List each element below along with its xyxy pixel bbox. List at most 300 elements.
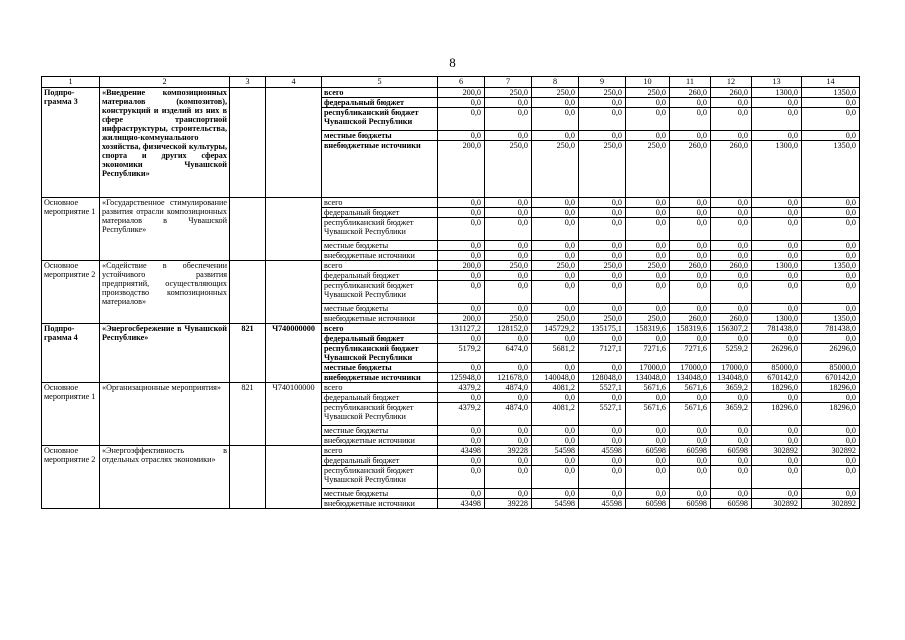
amount-cell: 200,0 [438, 141, 485, 198]
amount-cell: 0,0 [626, 271, 670, 281]
amount-cell: 0,0 [626, 426, 670, 436]
amount-cell: 60598 [626, 499, 670, 509]
amount-cell: 0,0 [579, 98, 626, 108]
amount-cell: 0,0 [532, 393, 579, 403]
amount-cell: 0,0 [802, 131, 860, 141]
amount-cell: 0,0 [670, 393, 711, 403]
amount-cell: 6474,0 [485, 344, 532, 363]
amount-cell: 0,0 [532, 208, 579, 218]
amount-cell: 0,0 [670, 218, 711, 241]
amount-cell: 0,0 [752, 281, 802, 304]
amount-cell: 0,0 [485, 131, 532, 141]
amount-cell: 0,0 [532, 241, 579, 251]
funding-source: местные бюджеты [322, 489, 438, 499]
amount-cell: 0,0 [579, 108, 626, 131]
funding-source: местные бюджеты [322, 363, 438, 373]
amount-cell: 250,0 [532, 88, 579, 98]
amount-cell: 0,0 [485, 304, 532, 314]
amount-cell: 7127,1 [579, 344, 626, 363]
amount-cell: 5527,1 [579, 403, 626, 426]
amount-cell: 0,0 [485, 108, 532, 131]
amount-cell: 60598 [670, 446, 711, 456]
amount-cell: 17000,0 [711, 363, 752, 373]
amount-cell: 0,0 [802, 436, 860, 446]
amount-cell: 134048,0 [670, 373, 711, 383]
program-label: Основное мероприятие 2 [42, 446, 100, 509]
amount-cell: 0,0 [485, 436, 532, 446]
amount-cell: 85000,0 [752, 363, 802, 373]
amount-cell: 0,0 [626, 208, 670, 218]
amount-cell: 0,0 [802, 426, 860, 436]
amount-cell: 0,0 [532, 426, 579, 436]
amount-cell: 0,0 [438, 218, 485, 241]
amount-cell: 158319,6 [670, 324, 711, 334]
amount-cell: 250,0 [626, 141, 670, 198]
funding-source: внебюджетные источники [322, 373, 438, 383]
amount-cell: 5527,1 [579, 383, 626, 393]
amount-cell: 0,0 [802, 393, 860, 403]
amount-cell: 156307,2 [711, 324, 752, 334]
amount-cell: 0,0 [626, 108, 670, 131]
amount-cell: 260,0 [670, 261, 711, 271]
program-title: «Энергосбережение в Чувашской Республике» [100, 324, 230, 383]
budget-code: Ч740100000 [266, 383, 322, 446]
col-header: 1 [42, 77, 100, 88]
amount-cell: 0,0 [438, 363, 485, 373]
amount-cell: 670142,0 [802, 373, 860, 383]
header-row [42, 77, 860, 88]
amount-cell: 0,0 [711, 251, 752, 261]
amount-cell: 0,0 [579, 304, 626, 314]
amount-cell: 0,0 [752, 208, 802, 218]
amount-cell: 0,0 [485, 271, 532, 281]
amount-cell: 0,0 [626, 466, 670, 489]
amount-cell: 260,0 [670, 141, 711, 198]
amount-cell: 26296,0 [752, 344, 802, 363]
amount-cell: 3659,2 [711, 383, 752, 393]
funding-source: республиканский бюджет Чувашской Республики [322, 108, 438, 131]
amount-cell: 0,0 [579, 241, 626, 251]
amount-cell: 0,0 [802, 198, 860, 208]
amount-cell: 0,0 [802, 218, 860, 241]
amount-cell: 0,0 [485, 393, 532, 403]
amount-cell: 4379,2 [438, 403, 485, 426]
col-header: 5 [322, 77, 438, 88]
amount-cell: 0,0 [752, 393, 802, 403]
amount-cell: 0,0 [485, 218, 532, 241]
amount-cell: 0,0 [670, 334, 711, 344]
amount-cell: 0,0 [485, 456, 532, 466]
funding-source: федеральный бюджет [322, 334, 438, 344]
amount-cell: 7271,6 [626, 344, 670, 363]
amount-cell: 0,0 [438, 281, 485, 304]
amount-cell: 0,0 [485, 334, 532, 344]
amount-cell: 7271,6 [670, 344, 711, 363]
col-header: 13 [752, 77, 802, 88]
amount-cell: 121678,0 [485, 373, 532, 383]
program-label: Основное мероприятие 2 [42, 261, 100, 324]
amount-cell: 0,0 [626, 251, 670, 261]
amount-cell: 1350,0 [802, 314, 860, 324]
ministry-code [230, 88, 266, 198]
amount-cell: 0,0 [752, 436, 802, 446]
col-header: 2 [100, 77, 230, 88]
amount-cell: 18296,0 [802, 403, 860, 426]
funding-source: федеральный бюджет [322, 271, 438, 281]
amount-cell: 0,0 [438, 466, 485, 489]
amount-cell: 0,0 [485, 198, 532, 208]
amount-cell: 0,0 [670, 271, 711, 281]
amount-cell: 250,0 [626, 88, 670, 98]
amount-cell: 200,0 [438, 88, 485, 98]
funding-source: местные бюджеты [322, 426, 438, 436]
amount-cell: 0,0 [802, 208, 860, 218]
amount-cell: 0,0 [532, 271, 579, 281]
funding-source: местные бюджеты [322, 131, 438, 141]
amount-cell: 0,0 [438, 131, 485, 141]
amount-cell: 60598 [711, 446, 752, 456]
amount-cell: 0,0 [532, 304, 579, 314]
amount-cell: 0,0 [626, 334, 670, 344]
amount-cell: 0,0 [579, 456, 626, 466]
amount-cell: 0,0 [485, 363, 532, 373]
amount-cell: 0,0 [670, 466, 711, 489]
col-header: 10 [626, 77, 670, 88]
amount-cell: 0,0 [626, 489, 670, 499]
amount-cell: 0,0 [670, 208, 711, 218]
amount-cell: 0,0 [626, 98, 670, 108]
amount-cell: 1300,0 [752, 141, 802, 198]
amount-cell: 0,0 [670, 281, 711, 304]
amount-cell: 18296,0 [752, 383, 802, 393]
amount-cell: 145729,2 [532, 324, 579, 334]
table-row [42, 324, 860, 334]
amount-cell: 60598 [711, 499, 752, 509]
funding-source: республиканский бюджет Чувашской Республики [322, 403, 438, 426]
amount-cell: 0,0 [438, 436, 485, 446]
col-header: 6 [438, 77, 485, 88]
amount-cell: 4379,2 [438, 383, 485, 393]
amount-cell: 260,0 [670, 88, 711, 98]
amount-cell: 0,0 [670, 241, 711, 251]
funding-source: внебюджетные источники [322, 141, 438, 198]
amount-cell: 250,0 [532, 261, 579, 271]
amount-cell: 0,0 [752, 466, 802, 489]
amount-cell: 4874,0 [485, 403, 532, 426]
amount-cell: 0,0 [438, 198, 485, 208]
amount-cell: 45598 [579, 446, 626, 456]
amount-cell: 0,0 [711, 456, 752, 466]
amount-cell: 5671,6 [626, 383, 670, 393]
amount-cell: 0,0 [579, 334, 626, 344]
amount-cell: 0,0 [711, 281, 752, 304]
amount-cell: 0,0 [752, 218, 802, 241]
amount-cell: 0,0 [579, 436, 626, 446]
amount-cell: 0,0 [711, 131, 752, 141]
amount-cell: 0,0 [532, 466, 579, 489]
amount-cell: 1300,0 [752, 314, 802, 324]
amount-cell: 0,0 [802, 456, 860, 466]
amount-cell: 0,0 [579, 251, 626, 261]
amount-cell: 302892 [752, 446, 802, 456]
ministry-code [230, 198, 266, 261]
amount-cell: 0,0 [485, 466, 532, 489]
amount-cell: 0,0 [670, 304, 711, 314]
amount-cell: 0,0 [626, 456, 670, 466]
funding-source: федеральный бюджет [322, 456, 438, 466]
col-header: 11 [670, 77, 711, 88]
amount-cell: 54598 [532, 446, 579, 456]
amount-cell: 85000,0 [802, 363, 860, 373]
funding-source: республиканский бюджет Чувашской Республики [322, 466, 438, 489]
amount-cell: 250,0 [485, 88, 532, 98]
amount-cell: 0,0 [670, 456, 711, 466]
amount-cell: 0,0 [711, 218, 752, 241]
budget-code [266, 198, 322, 261]
amount-cell: 4874,0 [485, 383, 532, 393]
amount-cell: 0,0 [752, 426, 802, 436]
page-number: 8 [449, 55, 456, 70]
amount-cell: 0,0 [670, 426, 711, 436]
funding-source: республиканский бюджет Чувашской Республики [322, 218, 438, 241]
col-header: 4 [266, 77, 322, 88]
amount-cell: 4081,2 [532, 403, 579, 426]
budget-code [266, 261, 322, 324]
amount-cell: 0,0 [752, 98, 802, 108]
funding-source: всего [322, 198, 438, 208]
amount-cell: 5671,6 [626, 403, 670, 426]
amount-cell: 260,0 [711, 261, 752, 271]
amount-cell: 60598 [670, 499, 711, 509]
amount-cell: 0,0 [802, 271, 860, 281]
table-row [42, 261, 860, 271]
amount-cell: 0,0 [626, 218, 670, 241]
amount-cell: 0,0 [438, 304, 485, 314]
col-header: 9 [579, 77, 626, 88]
amount-cell: 0,0 [485, 241, 532, 251]
amount-cell: 134048,0 [626, 373, 670, 383]
funding-source: федеральный бюджет [322, 208, 438, 218]
program-label: Основное мероприятие 1 [42, 383, 100, 446]
amount-cell: 250,0 [579, 141, 626, 198]
amount-cell: 200,0 [438, 261, 485, 271]
amount-cell: 0,0 [802, 251, 860, 261]
amount-cell: 0,0 [485, 251, 532, 261]
amount-cell: 54598 [532, 499, 579, 509]
amount-cell: 0,0 [438, 98, 485, 108]
funding-source: федеральный бюджет [322, 393, 438, 403]
amount-cell: 0,0 [752, 334, 802, 344]
amount-cell: 0,0 [670, 198, 711, 208]
amount-cell: 0,0 [626, 198, 670, 208]
amount-cell: 45598 [579, 499, 626, 509]
amount-cell: 0,0 [626, 281, 670, 304]
amount-cell: 0,0 [532, 198, 579, 208]
amount-cell: 0,0 [438, 108, 485, 131]
amount-cell: 250,0 [532, 314, 579, 324]
funding-source: республиканский бюджет Чувашской Республики [322, 344, 438, 363]
amount-cell: 0,0 [579, 363, 626, 373]
amount-cell: 1300,0 [752, 88, 802, 98]
amount-cell: 0,0 [711, 304, 752, 314]
amount-cell: 0,0 [532, 334, 579, 344]
amount-cell: 250,0 [579, 88, 626, 98]
amount-cell: 0,0 [711, 489, 752, 499]
amount-cell: 4081,2 [532, 383, 579, 393]
amount-cell: 0,0 [438, 251, 485, 261]
budget-code [266, 446, 322, 509]
amount-cell: 302892 [802, 446, 860, 456]
amount-cell: 0,0 [438, 208, 485, 218]
amount-cell: 0,0 [711, 108, 752, 131]
amount-cell: 250,0 [579, 314, 626, 324]
funding-source: всего [322, 88, 438, 98]
funding-source: республиканский бюджет Чувашской Республики [322, 281, 438, 304]
amount-cell: 5671,6 [670, 383, 711, 393]
amount-cell: 0,0 [670, 489, 711, 499]
amount-cell: 5179,2 [438, 344, 485, 363]
amount-cell: 0,0 [670, 98, 711, 108]
amount-cell: 18296,0 [752, 403, 802, 426]
program-title: «Содействие в обеспечении устойчивого развития предприятий, осуществляющих производство композиционных материалов» [100, 261, 230, 324]
budget-code: Ч740000000 [266, 324, 322, 383]
amount-cell: 0,0 [752, 251, 802, 261]
funding-source: внебюджетные источники [322, 314, 438, 324]
amount-cell: 260,0 [711, 141, 752, 198]
funding-source: федеральный бюджет [322, 98, 438, 108]
amount-cell: 0,0 [711, 466, 752, 489]
amount-cell: 0,0 [438, 393, 485, 403]
amount-cell: 0,0 [802, 489, 860, 499]
amount-cell: 43498 [438, 499, 485, 509]
program-title: «Государственное стимулирование развития отрасли композиционных материалов в Чувашской Республике» [100, 198, 230, 261]
amount-cell: 0,0 [579, 466, 626, 489]
amount-cell: 781438,0 [752, 324, 802, 334]
amount-cell: 0,0 [438, 271, 485, 281]
budget-code [266, 88, 322, 198]
amount-cell: 39228 [485, 499, 532, 509]
amount-cell: 670142,0 [752, 373, 802, 383]
amount-cell: 0,0 [670, 131, 711, 141]
amount-cell: 0,0 [579, 271, 626, 281]
amount-cell: 1300,0 [752, 261, 802, 271]
amount-cell: 0,0 [485, 98, 532, 108]
amount-cell: 250,0 [485, 141, 532, 198]
amount-cell: 0,0 [532, 281, 579, 304]
amount-cell: 0,0 [626, 436, 670, 446]
amount-cell: 0,0 [579, 393, 626, 403]
funding-source: всего [322, 446, 438, 456]
amount-cell: 250,0 [626, 314, 670, 324]
amount-cell: 0,0 [485, 489, 532, 499]
amount-cell: 0,0 [752, 241, 802, 251]
col-header: 8 [532, 77, 579, 88]
amount-cell: 0,0 [579, 131, 626, 141]
ministry-code: 821 [230, 324, 266, 383]
amount-cell: 781438,0 [802, 324, 860, 334]
funding-source: всего [322, 261, 438, 271]
amount-cell: 0,0 [802, 241, 860, 251]
amount-cell: 17000,0 [626, 363, 670, 373]
col-header: 12 [711, 77, 752, 88]
funding-source: внебюджетные источники [322, 251, 438, 261]
amount-cell: 0,0 [711, 241, 752, 251]
amount-cell: 0,0 [485, 281, 532, 304]
amount-cell: 0,0 [752, 198, 802, 208]
amount-cell: 0,0 [579, 489, 626, 499]
amount-cell: 250,0 [485, 314, 532, 324]
budget-table [41, 76, 860, 509]
amount-cell: 0,0 [802, 108, 860, 131]
amount-cell: 0,0 [802, 98, 860, 108]
amount-cell: 0,0 [485, 208, 532, 218]
amount-cell: 260,0 [711, 314, 752, 324]
amount-cell: 0,0 [438, 241, 485, 251]
table-row [42, 88, 860, 98]
ministry-code [230, 446, 266, 509]
amount-cell: 0,0 [670, 251, 711, 261]
amount-cell: 135175,1 [579, 324, 626, 334]
amount-cell: 43498 [438, 446, 485, 456]
amount-cell: 0,0 [579, 426, 626, 436]
program-title: «Организационные мероприятия» [100, 383, 230, 446]
amount-cell: 250,0 [579, 261, 626, 271]
program-title: «Энергоэффективность в отдельных отраслях экономики» [100, 446, 230, 509]
table-row [42, 446, 860, 456]
amount-cell: 0,0 [711, 198, 752, 208]
amount-cell: 0,0 [711, 393, 752, 403]
amount-cell: 5259,2 [711, 344, 752, 363]
col-header: 3 [230, 77, 266, 88]
amount-cell: 302892 [752, 499, 802, 509]
amount-cell: 0,0 [532, 363, 579, 373]
amount-cell: 0,0 [438, 426, 485, 436]
amount-cell: 0,0 [532, 489, 579, 499]
ministry-code [230, 261, 266, 324]
funding-source: всего [322, 324, 438, 334]
amount-cell: 128152,0 [485, 324, 532, 334]
amount-cell: 0,0 [711, 98, 752, 108]
amount-cell: 260,0 [670, 314, 711, 324]
amount-cell: 0,0 [626, 131, 670, 141]
amount-cell: 17000,0 [670, 363, 711, 373]
amount-cell: 125948,0 [438, 373, 485, 383]
amount-cell: 0,0 [711, 426, 752, 436]
amount-cell: 0,0 [670, 108, 711, 131]
col-header: 7 [485, 77, 532, 88]
amount-cell: 26296,0 [802, 344, 860, 363]
amount-cell: 0,0 [532, 218, 579, 241]
amount-cell: 1350,0 [802, 141, 860, 198]
amount-cell: 0,0 [711, 271, 752, 281]
amount-cell: 0,0 [532, 108, 579, 131]
amount-cell: 158319,6 [626, 324, 670, 334]
amount-cell: 0,0 [711, 334, 752, 344]
amount-cell: 5681,2 [532, 344, 579, 363]
amount-cell: 302892 [802, 499, 860, 509]
amount-cell: 0,0 [532, 436, 579, 446]
amount-cell: 0,0 [626, 304, 670, 314]
amount-cell: 250,0 [485, 261, 532, 271]
amount-cell: 5671,6 [670, 403, 711, 426]
amount-cell: 0,0 [802, 466, 860, 489]
amount-cell: 0,0 [802, 304, 860, 314]
amount-cell: 128048,0 [579, 373, 626, 383]
amount-cell: 0,0 [579, 218, 626, 241]
amount-cell: 1350,0 [802, 88, 860, 98]
amount-cell: 3659,2 [711, 403, 752, 426]
amount-cell: 0,0 [802, 334, 860, 344]
